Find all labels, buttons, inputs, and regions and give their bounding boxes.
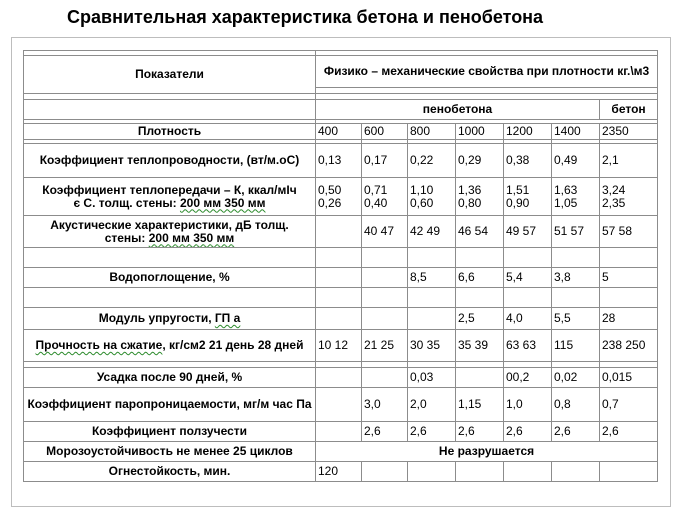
cell xyxy=(504,462,552,482)
cell: 5 xyxy=(600,268,658,288)
cell: 3,24 2,35 xyxy=(600,178,658,216)
cell: 10 12 xyxy=(316,330,362,362)
cell: 00,2 xyxy=(504,368,552,388)
comparison-table xyxy=(23,50,658,482)
cell xyxy=(362,368,408,388)
cell: 1,51 0,90 xyxy=(504,178,552,216)
cell xyxy=(600,462,658,482)
cell: 2,1 xyxy=(600,144,658,178)
row-label-line1: Акустические характеристики, дБ толщ. xyxy=(50,217,289,232)
row-label-line2a: стены: xyxy=(104,230,149,245)
row-label: Плотность xyxy=(24,124,316,140)
cell: 0,29 xyxy=(456,144,504,178)
cell xyxy=(362,462,408,482)
row-label-line2b: 200 мм 350 мм xyxy=(148,230,235,245)
cell: 63 63 xyxy=(504,330,552,362)
table-row xyxy=(24,144,658,178)
cell xyxy=(408,308,456,330)
row-label: Усадка после 90 дней, % xyxy=(24,368,316,388)
spacer-row xyxy=(24,288,658,308)
cell: 0,8 xyxy=(552,388,600,422)
cell xyxy=(456,368,504,388)
row-label-line2b: 200 мм 350 мм xyxy=(179,195,266,210)
cell: 600 xyxy=(362,124,408,140)
cell: 0,17 xyxy=(362,144,408,178)
row-label: Морозоустойчивость не менее 25 циклов xyxy=(24,442,316,462)
table-row xyxy=(24,422,658,442)
row-label xyxy=(24,216,316,248)
cell: 0,02 xyxy=(552,368,600,388)
row-label-line1: Коэффициент теплопередачи – К, ккал/мIч xyxy=(42,182,297,197)
table-row xyxy=(24,388,658,422)
cell: 115 xyxy=(552,330,600,362)
cell: 2,6 xyxy=(362,422,408,442)
cell: 40 47 xyxy=(362,216,408,248)
row-label: Водопоглощение, % xyxy=(24,268,316,288)
cell: 1,0 xyxy=(504,388,552,422)
cell: 51 57 xyxy=(552,216,600,248)
cell: 6,6 xyxy=(456,268,504,288)
table-row xyxy=(24,330,658,362)
row-label-b: , кг/см2 21 день 28 дней xyxy=(162,338,304,352)
row-label: Коэффициент теплопроводности, (вт/м.оС) xyxy=(24,144,316,178)
cell: 0,015 xyxy=(600,368,658,388)
cell: 3,8 xyxy=(552,268,600,288)
cell: 5,4 xyxy=(504,268,552,288)
cell: 2,6 xyxy=(552,422,600,442)
cell: 5,5 xyxy=(552,308,600,330)
table-row xyxy=(24,308,658,330)
cell: 1,36 0,80 xyxy=(456,178,504,216)
cell: 0,7 xyxy=(600,388,658,422)
cell: 2,6 xyxy=(504,422,552,442)
row-label: Коэффициент ползучести xyxy=(24,422,316,442)
cell: 0,49 xyxy=(552,144,600,178)
cell: 49 57 xyxy=(504,216,552,248)
cell: 2350 xyxy=(600,124,658,140)
row-label: Коэффициент паропроницаемости, мг/м час Па xyxy=(24,388,316,422)
cell: 0,13 xyxy=(316,144,362,178)
cell: 400 xyxy=(316,124,362,140)
cell xyxy=(362,308,408,330)
header-concrete: бетон xyxy=(600,100,658,120)
cell: 2,5 xyxy=(456,308,504,330)
cell xyxy=(316,368,362,388)
cell: 120 xyxy=(316,462,362,482)
row-label-a: Модуль упругости, xyxy=(98,311,215,325)
row-label-a: Прочность на сжатие xyxy=(35,338,163,352)
cell xyxy=(362,268,408,288)
row-label: Огнестойкость, мин. xyxy=(24,462,316,482)
cell: 30 35 xyxy=(408,330,456,362)
table-row xyxy=(24,124,658,140)
cell: 2,6 xyxy=(408,422,456,442)
cell: 1,10 0,60 xyxy=(408,178,456,216)
header-properties: Физико – механические свойства при плотности кг.\м3 xyxy=(316,56,658,88)
cell: 1000 xyxy=(456,124,504,140)
cell xyxy=(316,422,362,442)
cell xyxy=(316,216,362,248)
header-row xyxy=(24,56,658,88)
cell: 2,0 xyxy=(408,388,456,422)
header-foam: пенобетона xyxy=(316,100,600,120)
cell: 8,5 xyxy=(408,268,456,288)
cell xyxy=(408,462,456,482)
cell: 0,50 0,26 xyxy=(316,178,362,216)
cell: 57 58 xyxy=(600,216,658,248)
empty-cell xyxy=(24,100,316,120)
cell: 0,38 xyxy=(504,144,552,178)
cell xyxy=(316,308,362,330)
cell: 0,22 xyxy=(408,144,456,178)
cell: 1,15 xyxy=(456,388,504,422)
table-row xyxy=(24,442,658,462)
table-row xyxy=(24,462,658,482)
cell: 4,0 xyxy=(504,308,552,330)
row-label-b: ГП а xyxy=(214,311,241,325)
page-title: Сравнительная характеристика бетона и пенобетона xyxy=(67,7,544,27)
cell: 238 250 xyxy=(600,330,658,362)
row-label xyxy=(24,308,316,330)
table-row xyxy=(24,368,658,388)
header-indicators: Показатели xyxy=(24,56,316,94)
cell: 1400 xyxy=(552,124,600,140)
row-label xyxy=(24,178,316,216)
table-row xyxy=(24,216,658,248)
cell xyxy=(316,388,362,422)
table-row xyxy=(24,268,658,288)
row-label-line2a: є С. толщ. стены: xyxy=(73,195,180,210)
merged-cell: Не разрушается xyxy=(316,442,658,462)
cell: 3,0 xyxy=(362,388,408,422)
cell xyxy=(456,462,504,482)
spacer-row xyxy=(24,248,658,268)
cell: 21 25 xyxy=(362,330,408,362)
header-subrow xyxy=(24,100,658,120)
cell: 0,71 0,40 xyxy=(362,178,408,216)
cell: 35 39 xyxy=(456,330,504,362)
cell: 0,03 xyxy=(408,368,456,388)
cell: 1200 xyxy=(504,124,552,140)
cell: 2,6 xyxy=(600,422,658,442)
cell: 42 49 xyxy=(408,216,456,248)
cell: 2,6 xyxy=(456,422,504,442)
cell xyxy=(552,462,600,482)
cell: 28 xyxy=(600,308,658,330)
table-row xyxy=(24,178,658,216)
cell: 1,63 1,05 xyxy=(552,178,600,216)
cell: 46 54 xyxy=(456,216,504,248)
row-label xyxy=(24,330,316,362)
cell xyxy=(316,268,362,288)
cell: 800 xyxy=(408,124,456,140)
